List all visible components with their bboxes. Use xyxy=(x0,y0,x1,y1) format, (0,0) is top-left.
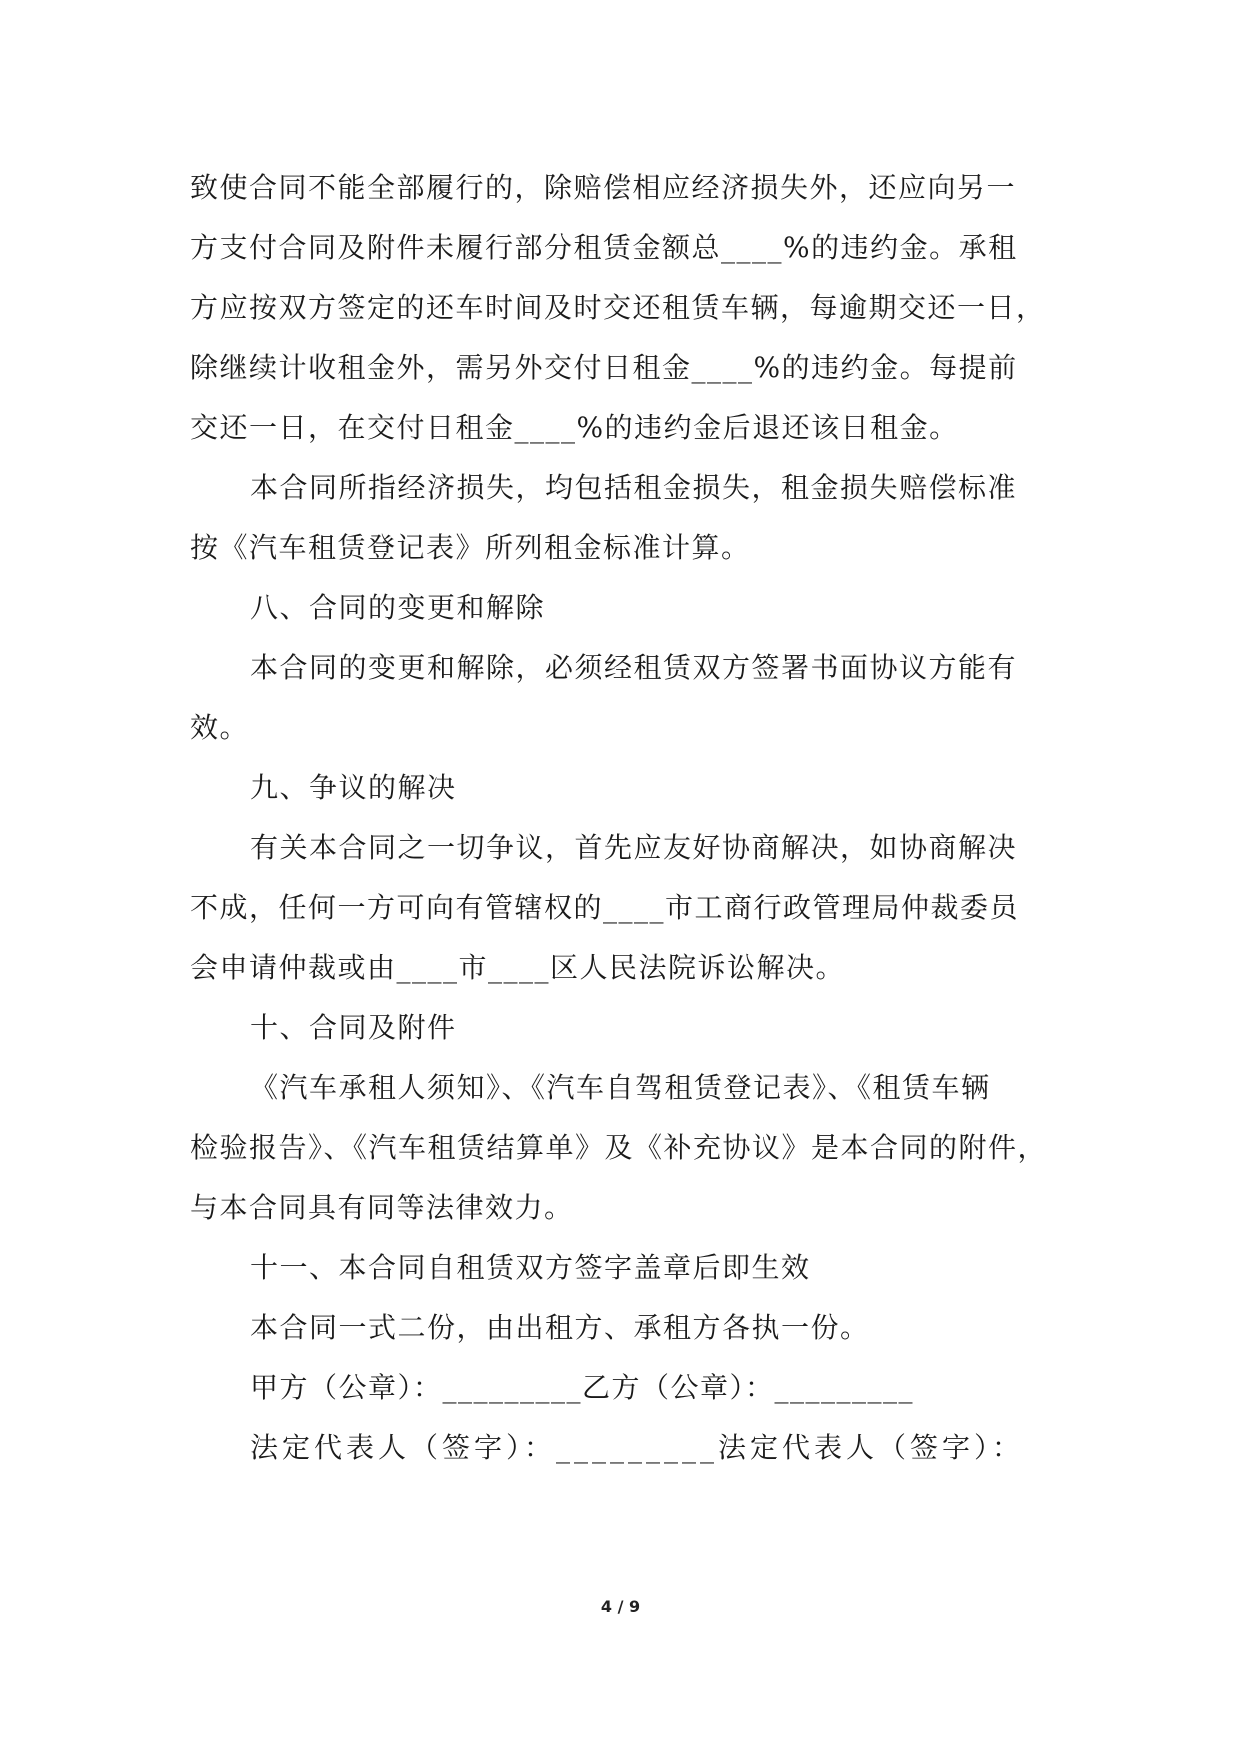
page-number: 4 / 9 xyxy=(600,1597,641,1616)
paragraph-line: 按《汽车租赁登记表》所列租金标准计算。 xyxy=(190,531,751,564)
signature-line-seal: 甲方（公章）：_________乙方（公章）：_________ xyxy=(250,1371,915,1404)
section-heading: 十一、本合同自租赁双方签字盖章后即生效 xyxy=(250,1251,811,1284)
paragraph-line: 本合同的变更和解除，必须经租赁双方签署书面协议方能有 xyxy=(250,651,1018,684)
document-body xyxy=(190,158,1050,1478)
paragraph-line: 致使合同不能全部履行的，除赔偿相应经济损失外，还应向另一 xyxy=(190,171,1017,204)
paragraph-line: 交还一日，在交付日租金____%的违约金后退还该日租金。 xyxy=(190,411,959,444)
paragraph-line: 有关本合同之一切争议，首先应友好协商解决，如协商解决 xyxy=(250,831,1018,864)
paragraph-line: 除继续计收租金外，需另外交付日租金____%的违约金。每提前 xyxy=(190,351,1018,384)
signature-line-representative: 法定代表人（签字）：_________法定代表人（签字）： xyxy=(250,1431,1025,1464)
paragraph-line: 本合同一式二份，由出租方、承租方各执一份。 xyxy=(250,1311,870,1344)
paragraph-line: 方应按双方签定的还车时间及时交还租赁车辆，每逾期交还一日， xyxy=(190,291,1046,324)
section-heading: 十、合同及附件 xyxy=(250,1011,457,1044)
paragraph-line: 本合同所指经济损失，均包括租金损失，租金损失赔偿标准 xyxy=(250,471,1018,504)
paragraph-line: 检验报告》、《汽车租赁结算单》及《补充协议》是本合同的附件， xyxy=(190,1131,1048,1164)
section-heading: 九、争议的解决 xyxy=(250,771,457,804)
paragraph-line: 会申请仲裁或由____市____区人民法院诉讼解决。 xyxy=(190,951,846,984)
paragraph-line: 《汽车承租人须知》、《汽车自驾租赁登记表》、《租赁车辆 xyxy=(250,1071,991,1104)
paragraph-line: 与本合同具有同等法律效力。 xyxy=(190,1191,574,1224)
paragraph-line: 不成，任何一方可向有管辖权的____市工商行政管理局仲裁委员 xyxy=(190,891,1020,924)
section-heading: 八、合同的变更和解除 xyxy=(250,591,546,624)
paragraph-line: 效。 xyxy=(190,711,250,744)
paragraph-line: 方支付合同及附件未履行部分租赁金额总____%的违约金。承租 xyxy=(190,231,1018,264)
